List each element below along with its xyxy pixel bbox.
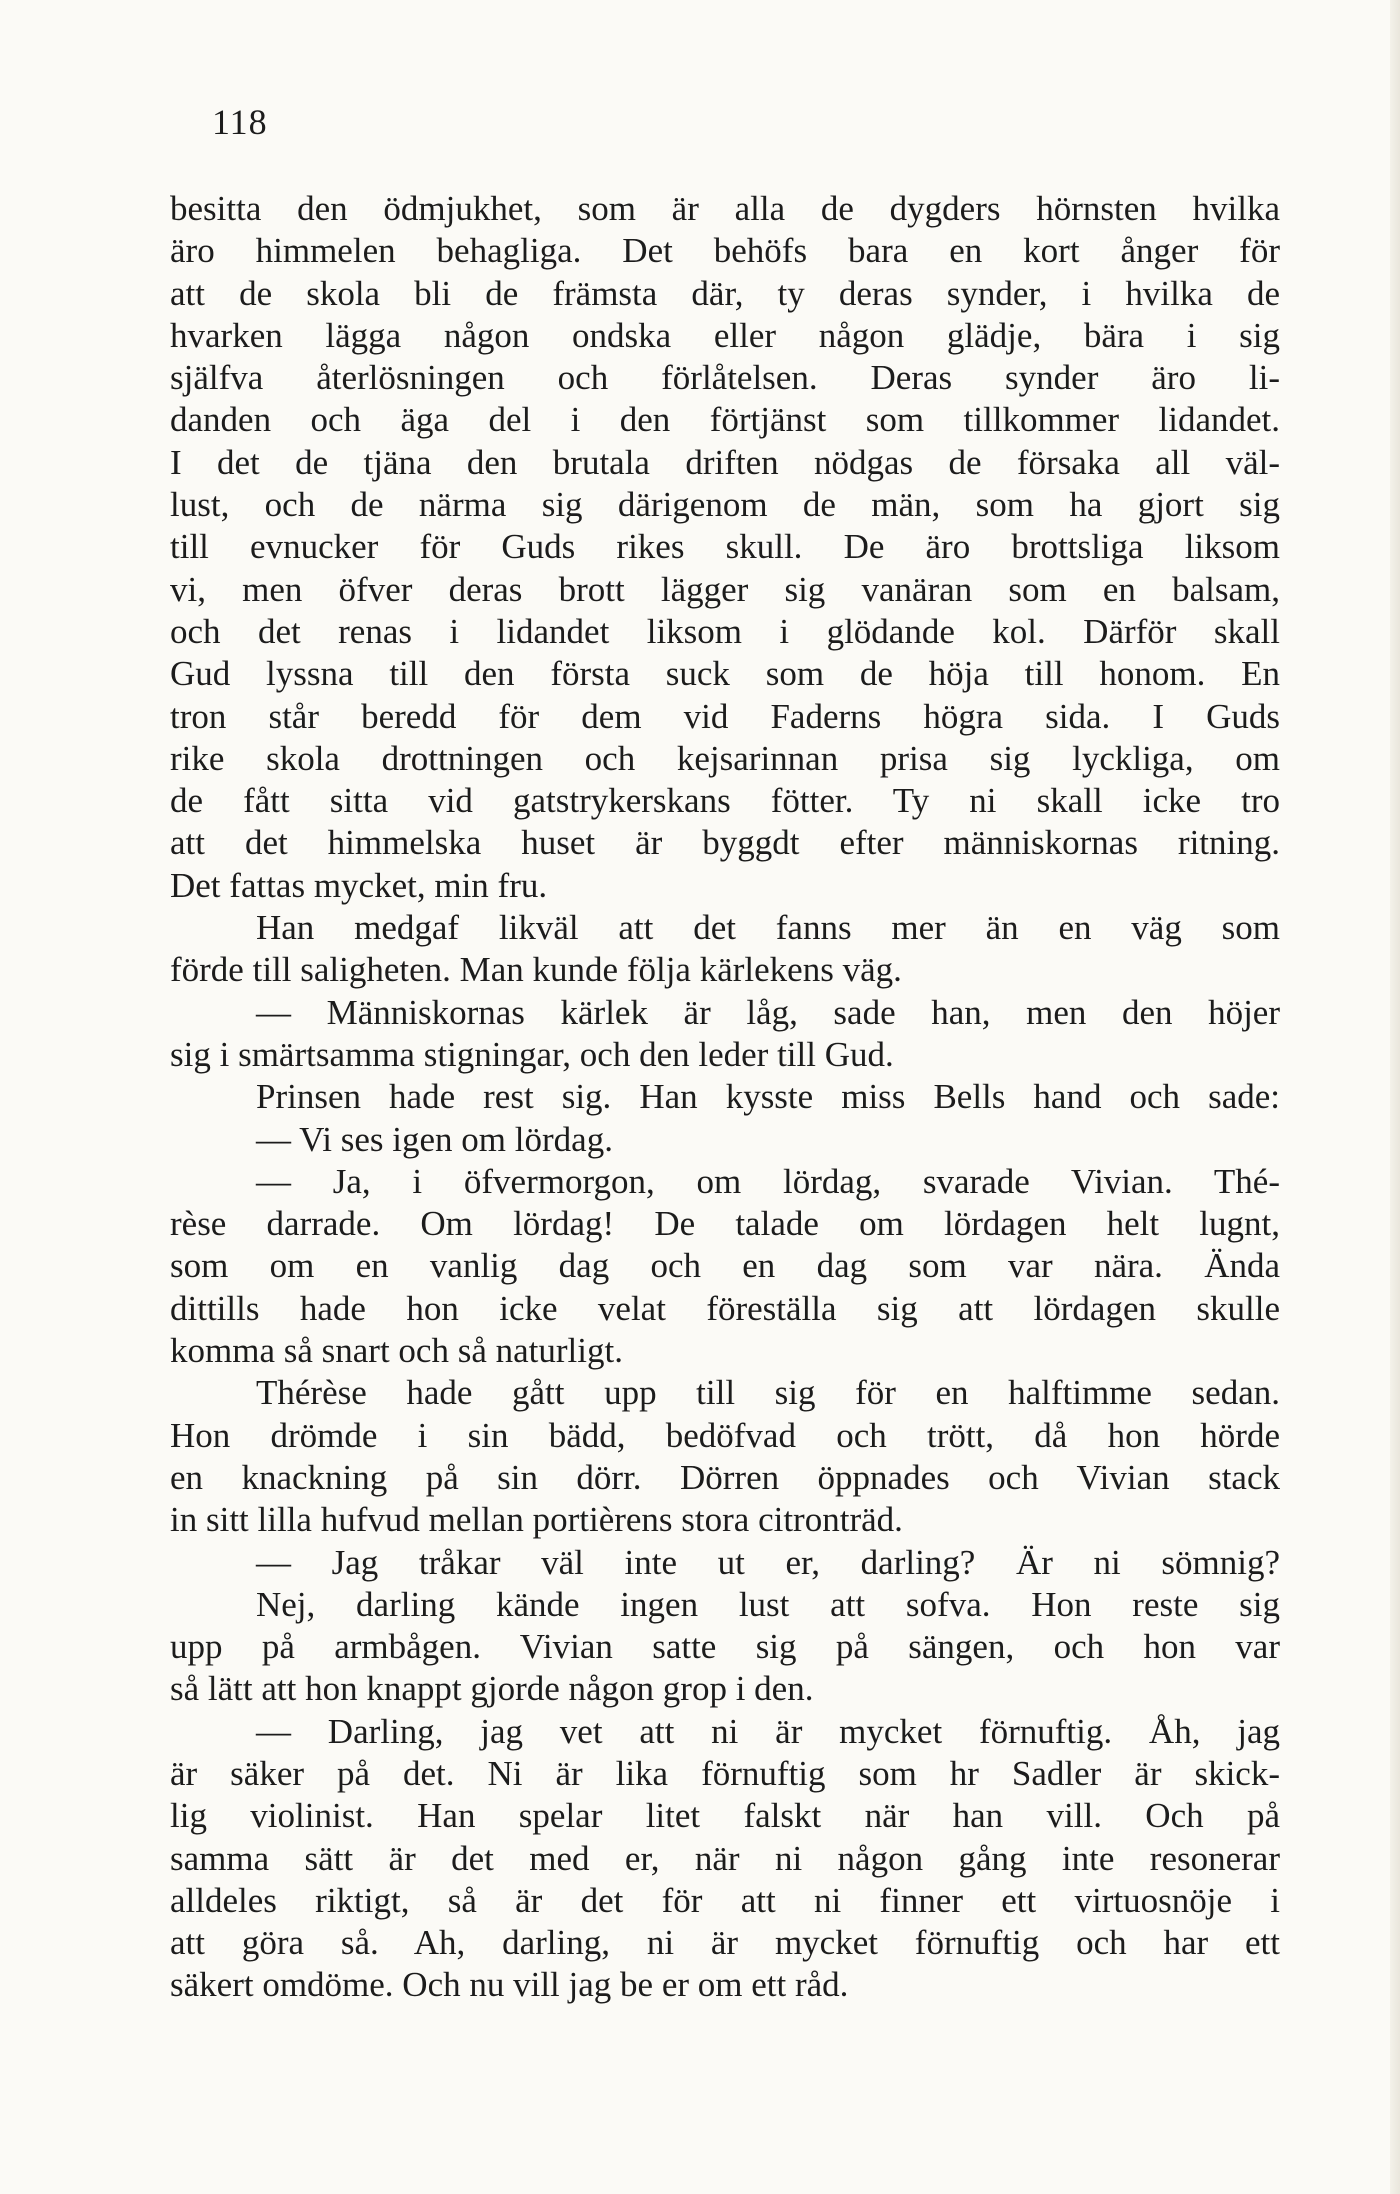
text-line: rike skola drottningen och kejsarinnan prisa sig lyckliga, om bbox=[170, 738, 1280, 778]
text-line: Prinsen hade rest sig. Han kysste miss Bells hand och sade: bbox=[256, 1077, 1280, 1117]
text-line: de fått sitta vid gatstrykerskans fötter. Ty ni skall icke tro bbox=[170, 781, 1280, 821]
body-text bbox=[170, 188, 1280, 2007]
text-line: som om en vanlig dag och en dag som var nära. Ända bbox=[170, 1246, 1280, 1286]
text-line: I det de tjäna den brutala driften nödgas de försaka all väl- bbox=[170, 442, 1280, 482]
text-line: själfva återlösningen och förlåtelsen. Deras synder äro li- bbox=[170, 358, 1280, 398]
text-line: rèse darrade. Om lördag! De talade om lördagen helt lugnt, bbox=[170, 1204, 1280, 1244]
text-line: — Jag tråkar väl inte ut er, darling? Är ni sömnig? bbox=[256, 1542, 1280, 1582]
text-line: — Människornas kärlek är låg, sade han, men den höjer bbox=[256, 992, 1280, 1032]
text-line: upp på armbågen. Vivian satte sig på sängen, och hon var bbox=[170, 1627, 1280, 1667]
text-line: sig i smärtsamma stigningar, och den leder till Gud. bbox=[170, 1034, 894, 1074]
text-line: Han medgaf likväl att det fanns mer än en väg som bbox=[256, 908, 1280, 948]
text-line: att de skola bli de främsta där, ty deras synder, i hvilka de bbox=[170, 273, 1280, 313]
text-line: äro himmelen behagliga. Det behöfs bara en kort ånger för bbox=[170, 231, 1280, 271]
text-line: danden och äga del i den förtjänst som tillkommer lidandet. bbox=[170, 400, 1280, 440]
text-line: är säker på det. Ni är lika förnuftig som hr Sadler är skick- bbox=[170, 1753, 1280, 1793]
text-line: tron står beredd för dem vid Faderns högra sida. I Guds bbox=[170, 696, 1280, 736]
text-line: hvarken lägga någon ondska eller någon glädje, bära i sig bbox=[170, 315, 1280, 355]
text-line: samma sätt är det med er, när ni någon gång inte resonerar bbox=[170, 1838, 1280, 1878]
text-line: komma så snart och så naturligt. bbox=[170, 1331, 623, 1371]
text-line: Det fattas mycket, min fru. bbox=[170, 865, 548, 905]
text-line: till evnucker för Guds rikes skull. De äro brottsliga liksom bbox=[170, 527, 1280, 567]
text-line: Nej, darling kände ingen lust att sofva. Hon reste sig bbox=[256, 1584, 1280, 1624]
text-line: lust, och de närma sig därigenom de män, som ha gjort sig bbox=[170, 485, 1280, 525]
text-line: att det himmelska huset är byggdt efter människornas ritning. bbox=[170, 823, 1280, 863]
text-line: Hon drömde i sin bädd, bedöfvad och trött, då hon hörde bbox=[170, 1415, 1280, 1455]
text-line: vi, men öfver deras brott lägger sig vanäran som en balsam, bbox=[170, 569, 1280, 609]
text-line: Thérèse hade gått upp till sig för en halftimme sedan. bbox=[256, 1373, 1280, 1413]
text-line: att göra så. Ah, darling, ni är mycket förnuftig och har ett bbox=[170, 1923, 1280, 1963]
text-line: och det renas i lidandet liksom i glödande kol. Därför skall bbox=[170, 611, 1280, 651]
text-line: besitta den ödmjukhet, som är alla de dygders hörnsten hvilka bbox=[170, 189, 1280, 228]
text-line: en knackning på sin dörr. Dörren öppnades och Vivian stack bbox=[170, 1457, 1280, 1497]
text-line: Gud lyssna till den första suck som de höja till honom. En bbox=[170, 654, 1280, 694]
text-line: — Ja, i öfvermorgon, om lördag, svarade Vivian. Thé- bbox=[256, 1161, 1280, 1201]
text-line: — Vi ses igen om lördag. bbox=[256, 1119, 613, 1159]
text-line: så lätt att hon knappt gjorde någon grop i den. bbox=[170, 1669, 814, 1709]
page-number: 118 bbox=[212, 102, 268, 142]
text-line: alldeles riktigt, så är det för att ni finner ett virtuosnöje i bbox=[170, 1880, 1280, 1920]
text-line: dittills hade hon icke velat föreställa sig att lördagen skulle bbox=[170, 1288, 1280, 1328]
page-edge bbox=[1390, 0, 1400, 2194]
text-line: förde till saligheten. Man kunde följa kärlekens väg. bbox=[170, 950, 902, 990]
text-line: in sitt lilla hufvud mellan portièrens stora citronträd. bbox=[170, 1500, 903, 1540]
text-line: — Darling, jag vet att ni är mycket förnuftig. Åh, jag bbox=[256, 1711, 1280, 1751]
text-line: säkert omdöme. Och nu vill jag be er om ett råd. bbox=[170, 1965, 849, 2005]
text-line: lig violinist. Han spelar litet falskt när han vill. Och på bbox=[170, 1796, 1280, 1836]
